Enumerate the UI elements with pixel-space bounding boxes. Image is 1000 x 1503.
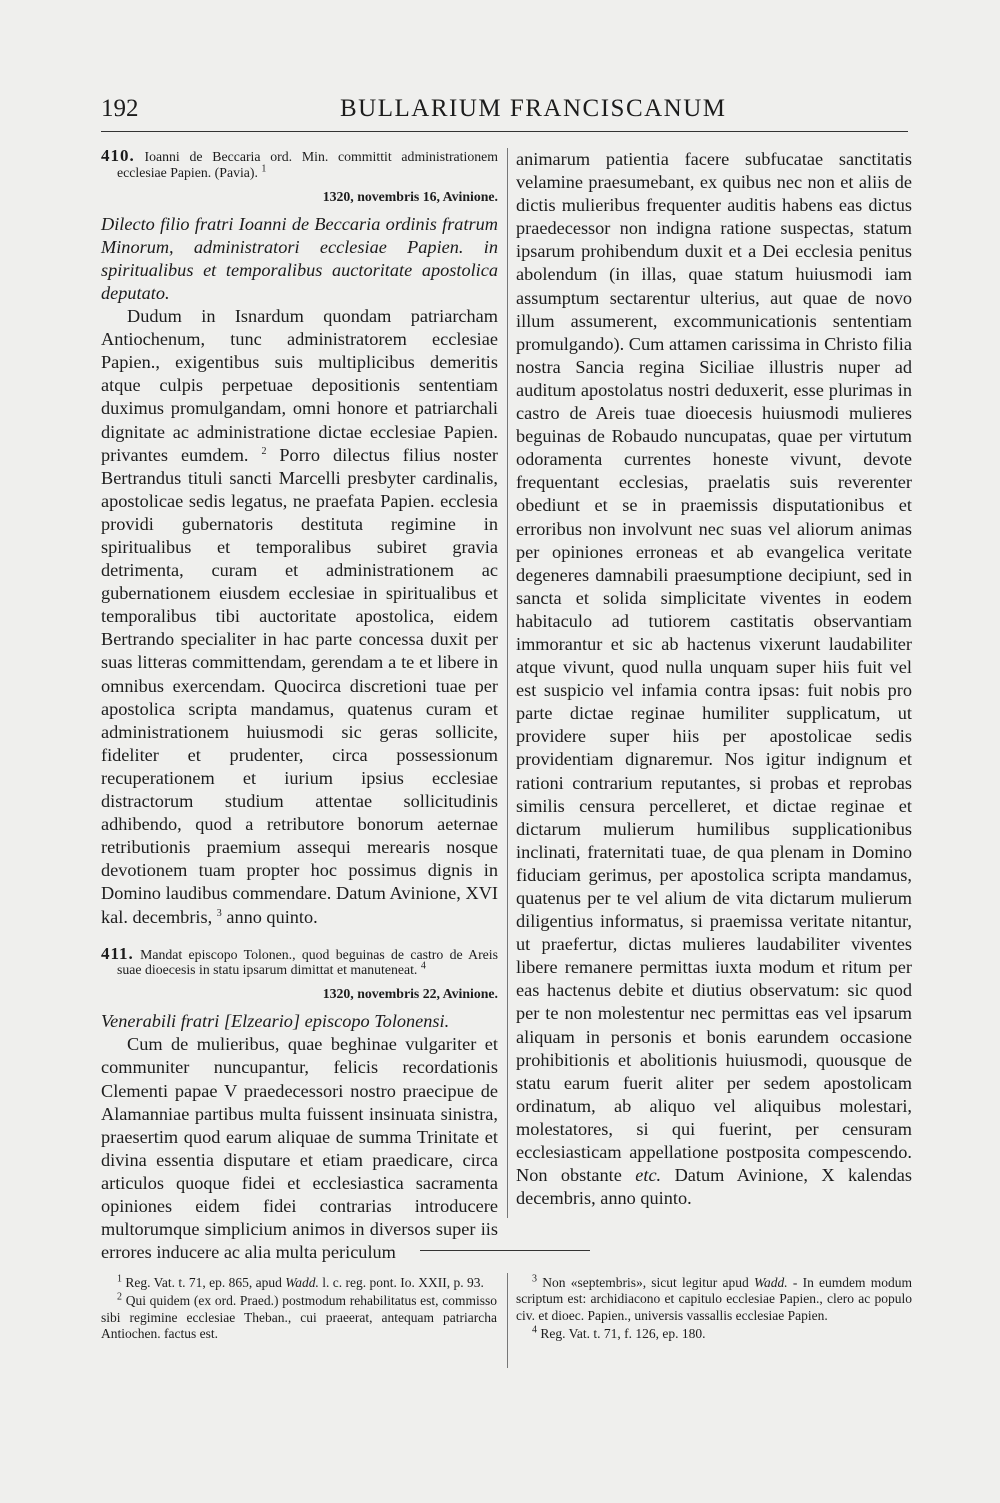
entry-411-text-right	[516, 148, 912, 1210]
footnote-4	[516, 1326, 912, 1342]
footnote-ref: 1	[261, 163, 267, 175]
footnote-ref: 3	[216, 907, 222, 919]
entry-411-text-right-a: animarum patientia facere subfucatae sanctitatis velamine praesumebant, ex quibus nec non et aliis de dictis mulieribus frequenter auditis habens eas dictus praedecessor non indigna ratione suspectas, statum ipsarum prohibendum duxit et a Dei ecclesia penitus abolendum (in illas, quae statum huiusmodi iam assumptum sectarentur ulterius, aut quae de novo illum assumerent, excommunicationis sententiam promulgando). Cum attamen carissima in Christo filia nostra Sancia regina Siciliae illustris nuper ad auditum apostolatus nostri deduxerit, esse plurimas in castro de Areis tuae dioecesis huiusmodi mulieres beguinas de Robaudo nuncupatas, quae per virtutum odoramenta currentes honeste vivunt, devote frequentant ecclesias, praelatis suis reverenter obediunt et se in praemissis disputationibus et erroribus non involvunt nec suas vel aliorum animas per opiniones erroneas et ab evangelica veritate degeneres damnabili praesumptione decipiunt, sed in sancta et solida simplicitate viventes in eodem habitaculo ad tutiorem castitatis observantiam immorantur et sic ab hactenus vixerunt laudabiliter atque vivunt, quod nulla unquam super hiis fuit vel est suspicio vel infamia contra ipsas: fuit nobis pro parte dictae reginae humiliter supplicatum, ut providere super hiis per apostolicae sedis providentiam dignaremur. Nos igitur indignum et rationi contrarium reputantes, si probas et reprobas similis censura percelleret, et dictae reginae et dictarum mulierum humilibus supplicationibus inclinati, fraternitati tuae, de qua plenam in Domino fiduciam gerimus, per apostolica scripta mandamus, quatenus per te vel alium de vita dictarum mulierum diligentius informatus, si praemissa veritate nitantur, ut praefertur, dictas mulieres laudabiliter viventes libere remanere permittas iuxta modum et ritum per eas hactenus debite et diutius observatum: sic quod per te non molestentur nec permittas eas vel ipsarum aliquam in personis et bonis earundem occasione prohibitionis et abolitionis huiusmodi, quousque de statu earum fuerit aliter per sedem apostolicam ordinatum, ab aliquo vel aliquibus molestari, molestatores, si qui fuerint, per censuram ecclesiasticam appellatione postposita compescendo. Non obstante	[516, 149, 912, 1186]
entry-410-number: 410.	[101, 146, 135, 165]
entry-410-address: Dilecto filio fratri Ioanni de Beccaria ordinis fratrum Minorum, administratori ecclesiae Papien. in spiritualibus et temporalibus auctoritate apostolica deputato.	[101, 213, 498, 303]
entry-410-text-a: Dudum in Isnardum quondam patriarcham Antiochenum, tunc administratorem ecclesiae Papien., exigentibus suis multiplicibus demeritis atque culpis perpetuae depositionis sententiam duximus promulgandam, omni honore et patriarchali dignitate ac administratione dictae ecclesiae Papien. privantes eumdem.	[101, 306, 498, 465]
footnotes-right	[516, 1275, 912, 1345]
entry-411-address: Venerabili fratri [Elzeario] episcopo Tolonensi.	[101, 1011, 450, 1032]
footnote-mark: 2	[117, 1291, 122, 1303]
entry-411-number: 411.	[101, 943, 134, 963]
footnote-3-text-b: - In eumdem modum scriptum est: archidiacono et capitulo ecclesiae Papien., clero ac populo civ. et dioec. Papien., universis vassallis ecclesiae Papien.	[516, 1275, 913, 1323]
entry-410-text	[101, 305, 498, 929]
entry-411-date: 1320, novembris 22, Avinione.	[322, 986, 498, 1002]
footnote-ref: 4	[420, 960, 426, 972]
page-number: 192	[101, 95, 139, 122]
footnote-3	[516, 1275, 912, 1324]
entry-410-summary	[101, 148, 498, 181]
footnote-1-text-b: l. c. reg. pont. Io. XXII, p. 93.	[322, 1275, 484, 1290]
entry-410-date: 1320, novembris 16, Avinione.	[322, 188, 498, 204]
footnote-1-text-a: Reg. Vat. t. 71, ep. 865, apud	[125, 1275, 282, 1290]
entry-410-text-c: anno quinto.	[226, 906, 318, 927]
running-title: BULLARIUM FRANCISCANUM	[340, 95, 727, 122]
footnote-2-text: Qui quidem (ex ord. Praed.) postmodum rehabilitatus est, commisso sibi regimine ecclesiae Theban., cui praeerat, antequam patriarcha Antiochen. factus est.	[101, 1293, 497, 1342]
footnote-2	[101, 1293, 497, 1342]
footnote-1	[101, 1275, 497, 1291]
entry-411-summary	[101, 943, 498, 979]
right-column	[516, 148, 912, 1210]
entry-410-summary-text: Ioanni de Beccaria ord. Min. committit administrationem ecclesiae Papien. (Pavia).	[117, 149, 498, 180]
footnote-mark: 3	[532, 1273, 537, 1285]
entry-411-text-left: Cum de mulieribus, quae beghinae vulgariter et communiter nuncupantur, felicis recordationis Clementi papae V praedecessori nostro praecipue de Alamanniae partibus multa fuissent insinuata sinistra, praesertim quod earum aliquae de summa Trinitate et divina essentia disputare et etiam praedicare, circa articulos quoque fidei et ecclesiastica sacramenta opiniones eidem fidei contrarias introducere multorumque simplicium animos in diversos super iis errores inducere ac alia multa periculum	[101, 1034, 498, 1263]
column-divider	[507, 148, 508, 1218]
footnote-4-text: Reg. Vat. t. 71, f. 126, ep. 180.	[540, 1326, 706, 1342]
entry-410-text-b: Porro dilectus filius noster Bertrandus tituli sancti Marcelli presbyter cardinalis, apostolicae sedis legatus, ne praefata Papien. ecclesia providi gubernatoris destituta regimine in spiritualibus et temporalibus subiret gravia detrimenta, curam et administrationem ac gubernationem eiusdem ecclesiae in spiritualibus et temporalibus tibi auctoritate apostolica, eidem Bertrando specialiter in hac parte concessa duxit per suas litteras committendam, gerendam a te et libere in omnibus exercendam. Quocirca discretioni tuae per apostolica scripta mandamus, quatenus curam et administrationem huiusmodi sic geras sollicite, fideliter et prudenter, circa possessionum recuperationem et iurium ipsius ecclesiae distractorum studium attentae sollicitudinis adhibendo, quod a retributore bonorum aeternae retributionis praemium assequi merearis nosque devotionem tuam propter hoc possimus dignis in Domino laudibus commendare. Datum Avinione, XVI kal. decembris,	[101, 444, 498, 927]
header-rule	[101, 131, 908, 132]
footnote-mark: 4	[532, 1324, 537, 1336]
footnotes-left	[101, 1275, 497, 1345]
entry-411-summary-text: Mandat episcopo Tolonen., quod beguinas de castro de Areis suae dioecesis in statu ipsarum dimittat et manuteneat.	[117, 946, 498, 978]
left-column	[101, 148, 498, 1264]
footnote-1-wadd: Wadd.	[285, 1275, 319, 1290]
footnote-3-wadd: Wadd.	[753, 1275, 788, 1290]
footnote-mark: 1	[117, 1273, 122, 1285]
footnote-ref: 2	[261, 445, 267, 457]
entry-411-etc: etc.	[635, 1165, 662, 1186]
footnote-divider	[507, 1273, 508, 1368]
entry-411-text-right-b: Datum Avinione, X kalendas decembris, anno quinto.	[516, 1165, 912, 1209]
footnote-rule	[420, 1250, 590, 1251]
footnote-3-text-a: Non «septembris», sicut legitur apud	[542, 1275, 749, 1290]
